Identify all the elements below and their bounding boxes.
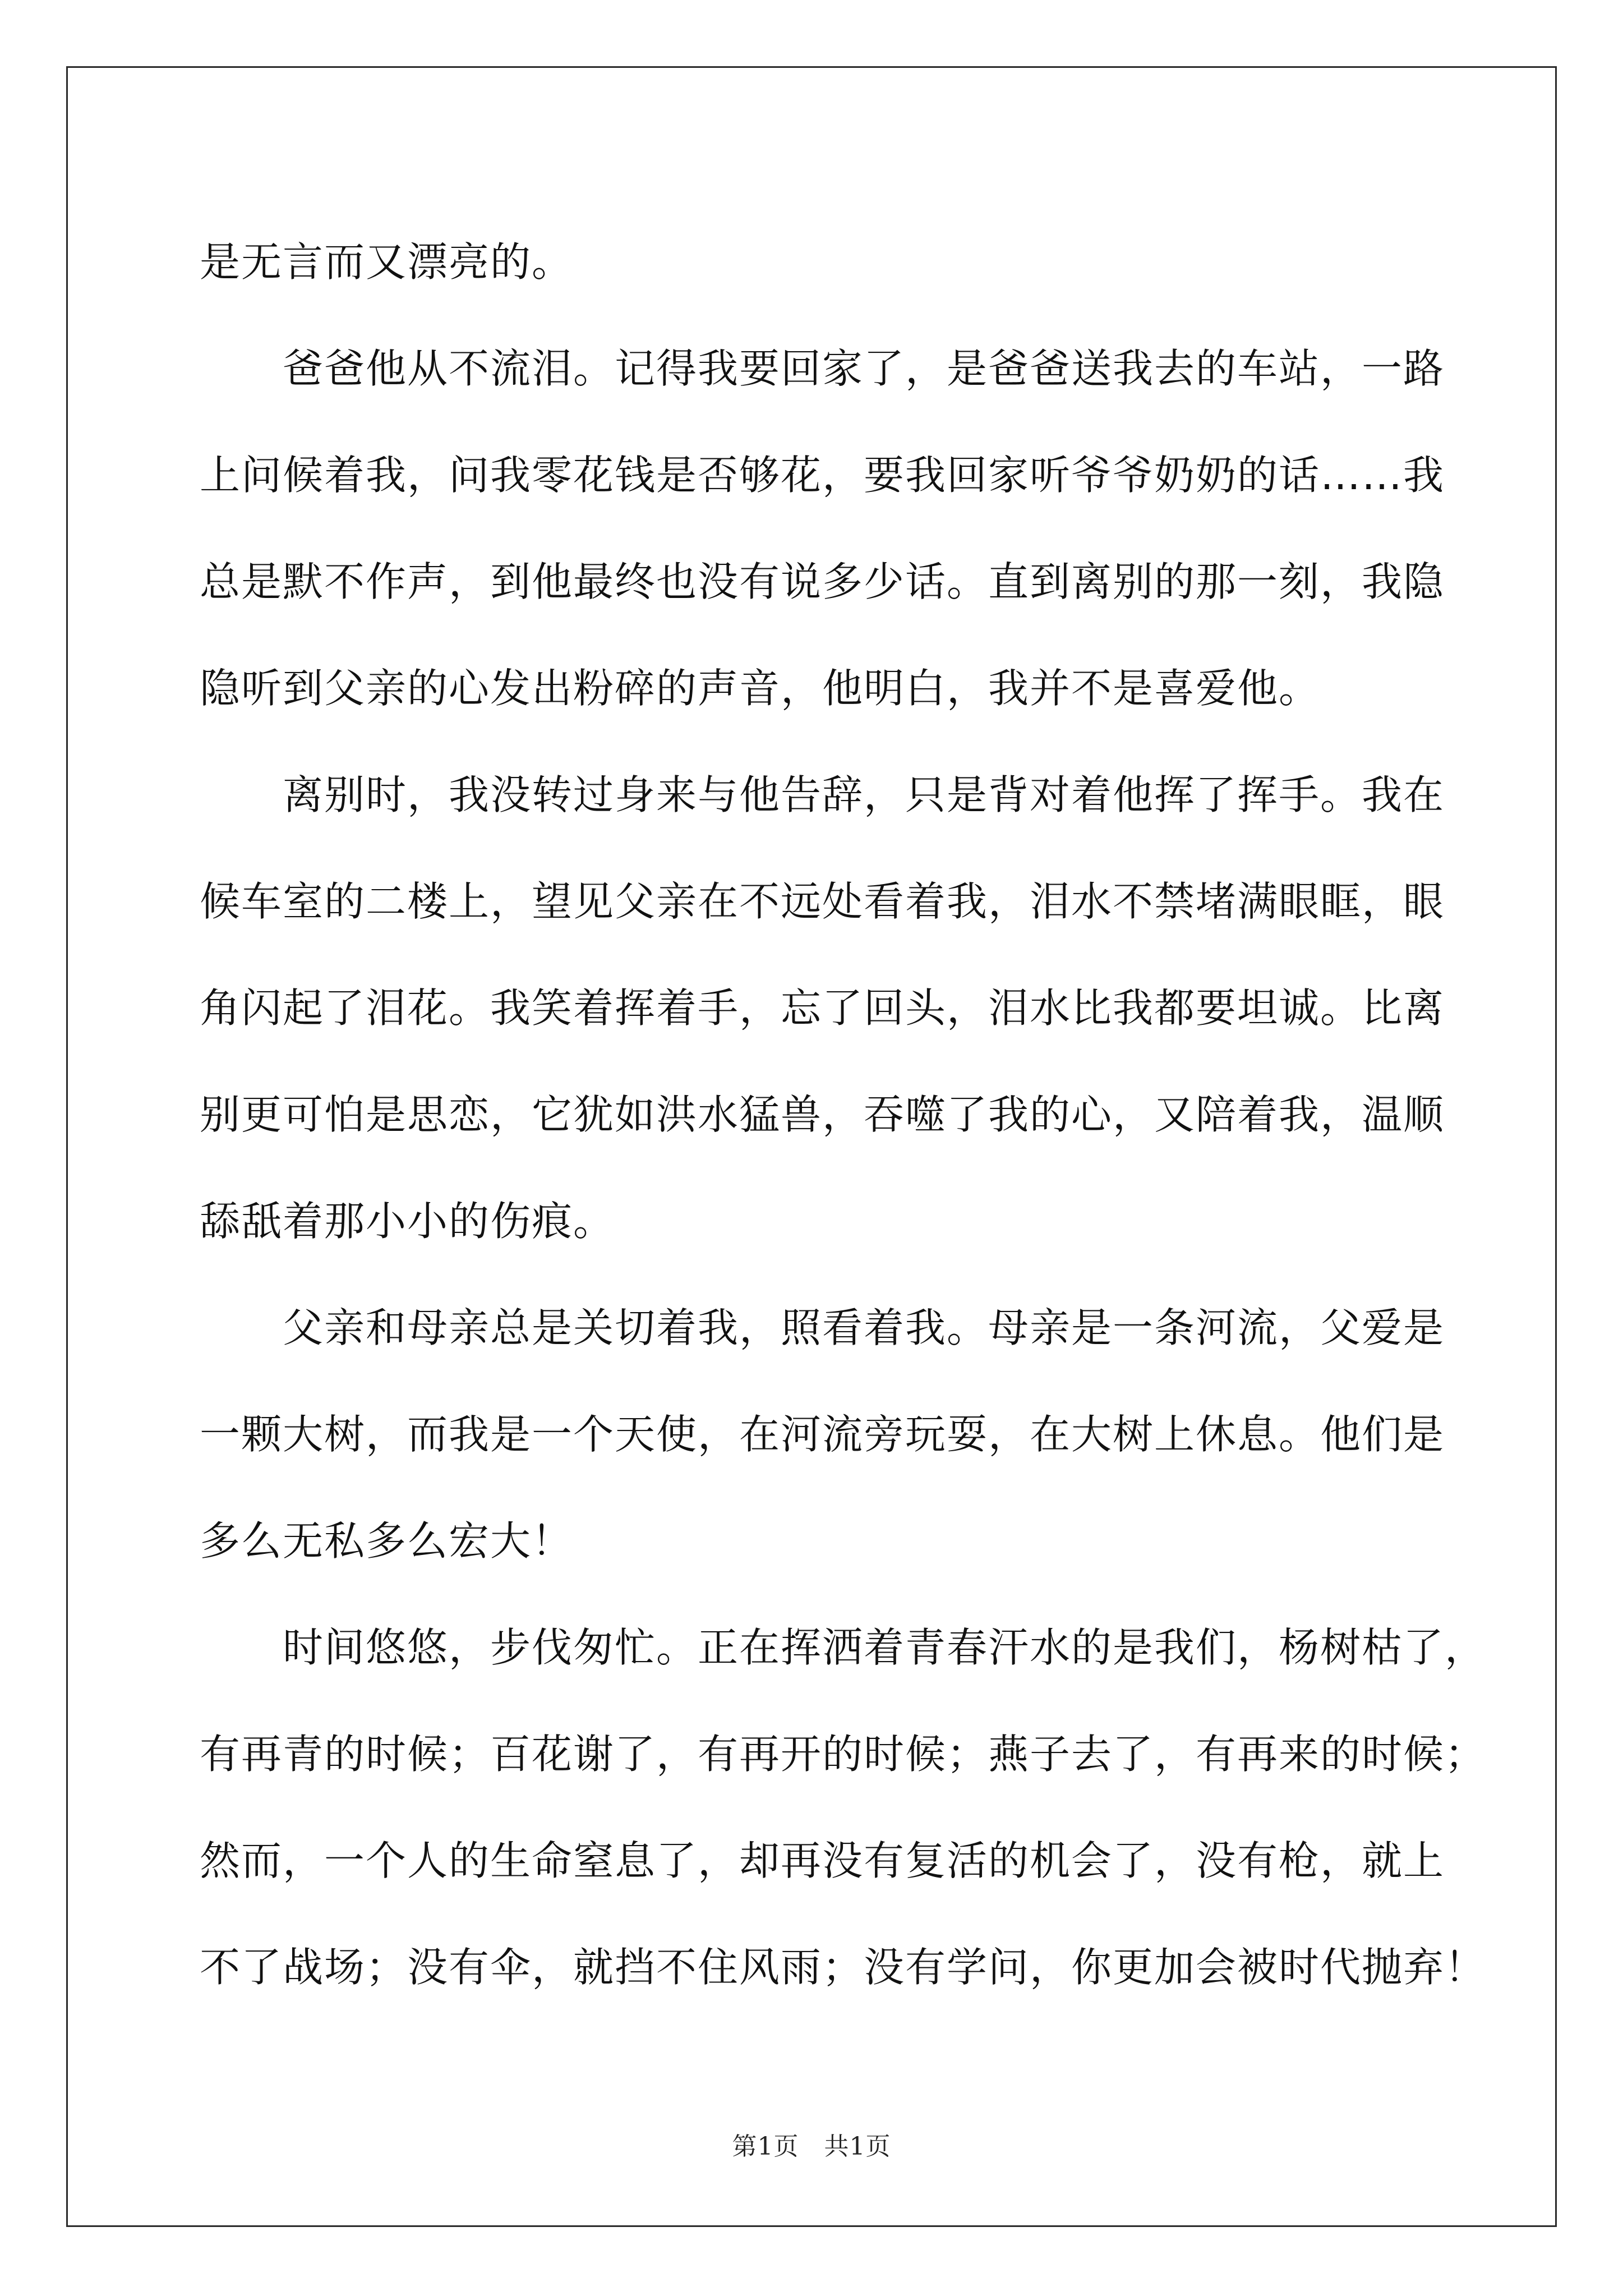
text-line: 多么无私多么宏大！ <box>200 1517 574 1565</box>
page-footer <box>0 2126 1623 2162</box>
text-line: 总是默不作声，到他最终也没有说多少话。直到离别的那一刻，我隐 <box>200 558 1445 605</box>
text-line: 一颗大树，而我是一个天使，在河流旁玩耍，在大树上休息。他们是 <box>200 1411 1445 1458</box>
text-line: 是无言而又漂亮的。 <box>200 238 574 286</box>
text-line: 父亲和母亲总是关切着我，照看着我。母亲是一条河流，父爱是 <box>283 1304 1445 1351</box>
text-line: 隐听到父亲的心发出粉碎的声音，他明白，我并不是喜爱他。 <box>200 665 1321 712</box>
text-line: 不了战场；没有伞，就挡不住风雨；没有学问，你更加会被时代抛弃！ <box>200 1944 1487 1991</box>
document-body <box>200 209 1487 2021</box>
text-line: 然而，一个人的生命窒息了，却再没有复活的机会了，没有枪，就上 <box>200 1837 1445 1884</box>
text-line: 离别时，我没转过身来与他告辞，只是背对着他挥了挥手。我在 <box>283 771 1445 818</box>
text-line: 时间悠悠，步伐匆忙。正在挥洒着青春汗水的是我们，杨树枯了， <box>283 1624 1487 1671</box>
page-number-label: 第1页 共1页 <box>732 2132 891 2161</box>
text-line: 角闪起了泪花。我笑着挥着手，忘了回头，泪水比我都要坦诚。比离 <box>200 984 1445 1032</box>
text-line: 舔舐着那小小的伤痕。 <box>200 1198 615 1245</box>
text-line: 有再青的时候；百花谢了，有再开的时候；燕子去了，有再来的时候； <box>200 1731 1487 1778</box>
text-line: 别更可怕是思恋，它犹如洪水猛兽，吞噬了我的心，又陪着我，温顺 <box>200 1091 1445 1138</box>
text-line: 上问候着我，问我零花钱是否够花，要我回家听爷爷奶奶的话……我 <box>200 452 1445 499</box>
text-line: 候车室的二楼上，望见父亲在不远处看着我，泪水不禁堵满眼眶，眼 <box>200 878 1445 925</box>
text-line: 爸爸他从不流泪。记得我要回家了，是爸爸送我去的车站，一路 <box>283 345 1445 392</box>
